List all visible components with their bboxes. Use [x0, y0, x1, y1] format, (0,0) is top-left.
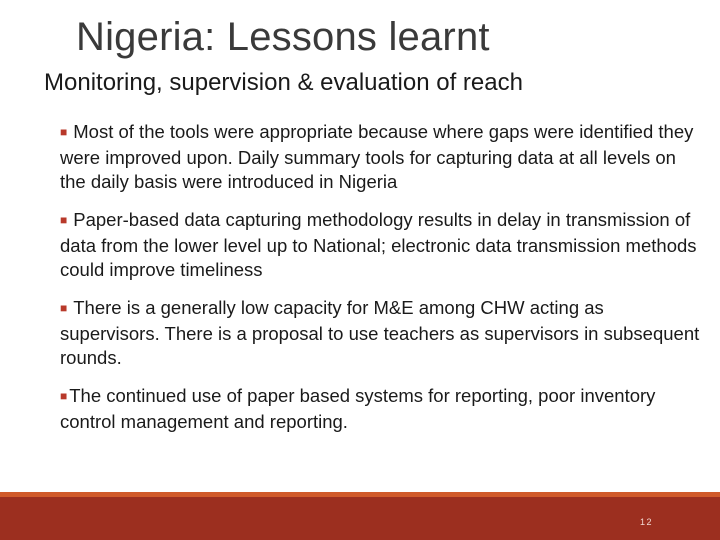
bullet-text: There is a generally low capacity for M&E among CHW acting as supervisors. There is a proposal to use teachers as supervisors in subsequent rounds. — [60, 297, 700, 368]
bullet-item — [60, 384, 700, 434]
page-number: 12 — [640, 517, 654, 527]
bullet-text: Paper-based data capturing methodology results in delay in transmission of data from the lower level up to National; electronic data transmission methods could improve timeliness — [60, 209, 697, 280]
square-bullet-icon: ■ — [60, 301, 68, 315]
footer-band — [0, 497, 720, 540]
bullet-item — [60, 208, 700, 282]
square-bullet-icon: ■ — [60, 389, 68, 403]
square-bullet-icon: ■ — [60, 125, 68, 139]
bullet-text: Most of the tools were appropriate because where gaps were identified they were improved upon. Daily summary tools for capturing data at all levels on the daily basis were introduced in Nigeria — [60, 121, 694, 192]
square-bullet-icon: ■ — [60, 213, 68, 227]
slide-subtitle: Monitoring, supervision & evaluation of reach — [44, 69, 523, 96]
bullet-list — [60, 120, 700, 448]
slide-title: Nigeria: Lessons learnt — [76, 15, 490, 59]
bullet-item — [60, 296, 700, 370]
bullet-text: The continued use of paper based systems for reporting, poor inventory control management and reporting. — [60, 385, 656, 432]
bullet-item — [60, 120, 700, 194]
